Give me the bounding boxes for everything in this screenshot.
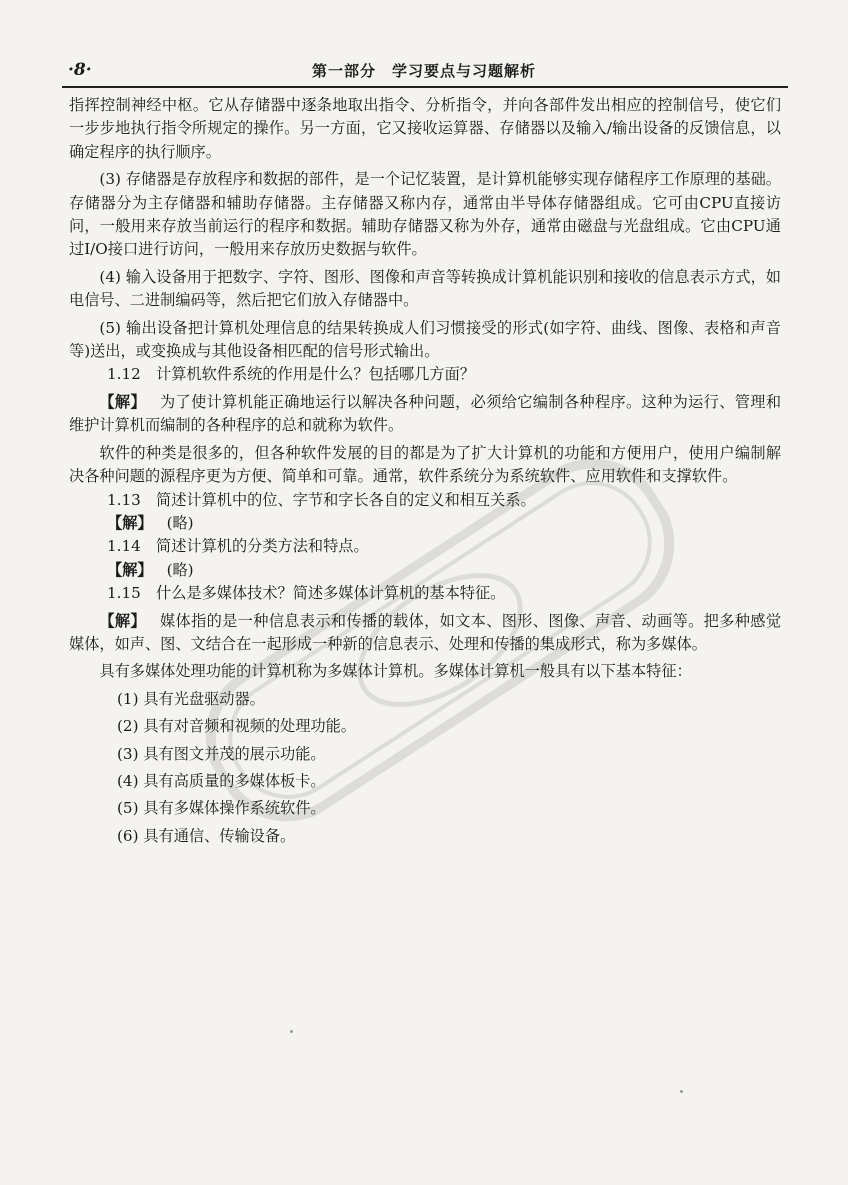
list-item: (6) 具有通信、传输设备。 [117, 826, 296, 845]
answer-text: (略) [166, 513, 194, 532]
answer-label: 【解】 [107, 513, 153, 532]
list-item: (4) 具有高质量的多媒体板卡。 [117, 771, 326, 790]
answer-label: 【解】 [99, 611, 146, 630]
answer-1-14 [69, 559, 781, 582]
question-1-12: 1.12 计算机软件系统的作用是什么？包括哪几方面？ [107, 365, 475, 384]
answer-1-13 [69, 512, 781, 535]
paragraph-continuation: 指挥控制神经中枢。它从存储器中逐条地取出指令、分析指令，并向各部件发出相应的控制信号，使它们一步步地执行指令所规定的操作。另一方面，它又接收运算器、存储器以及输入/输出设备的反馈信息，以确定程序的执行顺序。 [69, 96, 781, 161]
question-1-13: 1.13 简述计算机中的位、字节和字长各自的定义和相互关系。 [107, 490, 536, 509]
page-body [69, 94, 781, 848]
answer-1-15 [69, 610, 781, 657]
list-item: (2) 具有对音频和视频的处理功能。 [117, 717, 356, 736]
speck [680, 1090, 683, 1093]
answer-1-12 [69, 391, 781, 438]
running-title: 第一部分 学习要点与习题解析 [312, 62, 537, 80]
paragraph-software-types: 软件的种类是很多的，但各种软件发展的目的都是为了扩大计算机的功能和方便用户，使用户编制解决各种问题的源程序更为方便、简单和可靠。通常，软件系统分为系统软件、应用软件和支撑软件。 [69, 443, 781, 486]
page-header [62, 58, 788, 88]
answer-text: (略) [166, 560, 194, 579]
paragraph-multimedia-computer: 具有多媒体处理功能的计算机称为多媒体计算机。多媒体计算机一般具有以下基本特征： [99, 662, 692, 681]
page-number: ·8· [68, 60, 92, 80]
question-1-15: 1.15 什么是多媒体技术？简述多媒体计算机的基本特征。 [107, 584, 506, 603]
question-1-14: 1.14 简述计算机的分类方法和特点。 [107, 537, 369, 556]
answer-label: 【解】 [107, 560, 153, 579]
feature-list [69, 688, 781, 848]
list-item: (3) 具有图文并茂的展示功能。 [117, 744, 326, 763]
paragraph-memory: (3) 存储器是存放程序和数据的部件，是一个记忆装置，是计算机能够实现存储程序工作原理的基础。存储器分为主存储器和辅助存储器。主存储器又称内存，通常由半导体存储器组成。它可由CPU直接访问，一般用来存放当前运行的程序和数据。辅助存储器又称为外存，通常由磁盘与光盘组成。它由CPU通过I/O接口进行访问，一般用来存放历史数据与软件。 [69, 170, 781, 259]
speck [290, 1030, 293, 1033]
paragraph-output-device: (5) 输出设备把计算机处理信息的结果转换成人们习惯接受的形式(如字符、曲线、图像、表格和声音等)送出，或变换成与其他设备相匹配的信号形式输出。 [69, 318, 781, 361]
list-item: (5) 具有多媒体操作系统软件。 [117, 799, 326, 818]
list-item: (1) 具有光盘驱动器。 [117, 689, 265, 708]
answer-text: 为了使计算机能正确地运行以解决各种问题，必须给它编制各种程序。这种为运行、管理和维护计算机而编制的各种程序的总和就称为软件。 [69, 392, 782, 435]
paragraph-input-device: (4) 输入设备用于把数字、字符、图形、图像和声音等转换成计算机能识别和接收的信息表示方式，如电信号、二进制编码等，然后把它们放入存储器中。 [69, 267, 781, 310]
answer-label: 【解】 [99, 392, 146, 411]
answer-text: 媒体指的是一种信息表示和传播的载体，如文本、图形、图像、声音、动画等。把多种感觉媒体，如声、图、文结合在一起形成一种新的信息表示、处理和传播的集成形式，称为多媒体。 [69, 611, 782, 653]
